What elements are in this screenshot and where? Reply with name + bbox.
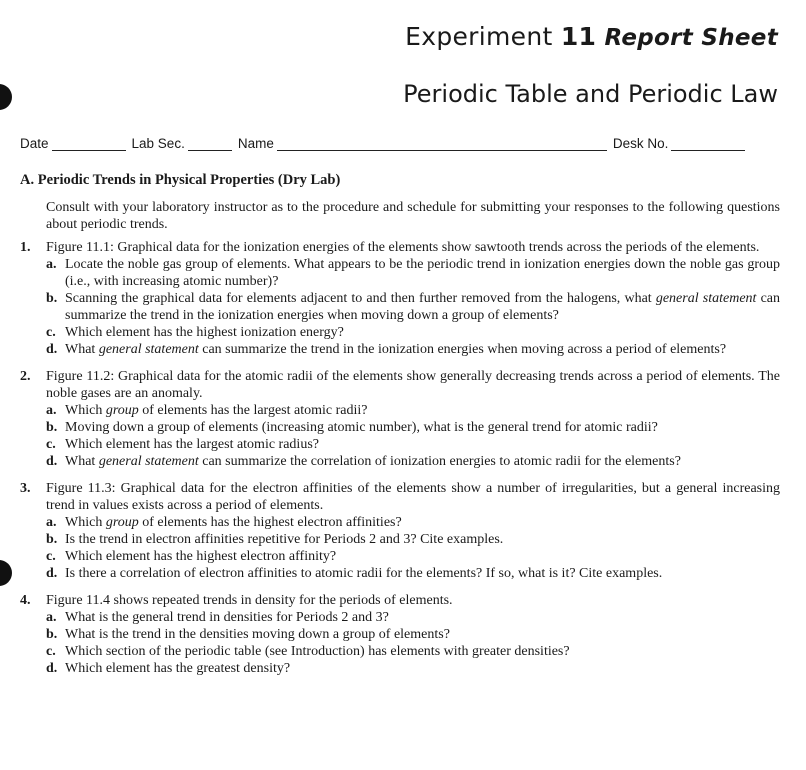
sub-question-text: Is there a correlation of electron affinities to atomic radii for the elements? If so, what is it? Cite examples. xyxy=(65,566,663,581)
text-segment: of elements has the highest electron affinities? xyxy=(138,515,402,530)
sub-question-letter: b. xyxy=(46,627,58,642)
sub-question-text: Locate the noble gas group of elements. What appears to be the periodic trend in ionization energies down the noble gas group (i.e., with increasing atomic number)? xyxy=(65,257,780,289)
emphasized-term: general statement xyxy=(655,291,757,306)
binder-hole xyxy=(0,84,12,110)
section-intro: Consult with your laboratory instructor as to the procedure and schedule for submitting your responses to the following questions about periodic trends. xyxy=(46,200,780,232)
text-segment: Which xyxy=(65,515,106,530)
question-stem: Figure 11.3: Graphical data for the electron affinities of the elements show a number of irregularities, but a general increasing trend in values exists across a period of elements. xyxy=(46,481,780,513)
sub-question xyxy=(46,290,780,324)
sub-question-text: Moving down a group of elements (increasing atomic number), what is the general trend for atomic radii? xyxy=(65,420,658,435)
sub-question-letter: d. xyxy=(46,566,58,581)
experiment-word: Experiment xyxy=(405,22,553,51)
sub-question-letter: a. xyxy=(46,515,57,530)
date-label: Date xyxy=(20,136,49,151)
sub-question-text: What is the general trend in densities for Periods 2 and 3? xyxy=(65,610,389,625)
sub-question xyxy=(46,402,780,419)
desk-no-field[interactable] xyxy=(671,138,745,151)
sub-question-text: Which element has the highest electron affinity? xyxy=(65,549,337,564)
sub-question xyxy=(46,324,780,341)
section-heading: A. Periodic Trends in Physical Properties (Dry Lab) xyxy=(20,172,341,188)
text-segment: What xyxy=(65,454,99,469)
sub-question xyxy=(46,256,780,290)
question-list xyxy=(20,239,780,677)
emphasized-term: general statement xyxy=(98,342,199,357)
emphasized-term: group xyxy=(105,515,139,530)
sub-question-letter: c. xyxy=(46,549,56,564)
text-segment: can summarize the trend in the ionization energies when moving down a group of elements? xyxy=(65,291,781,323)
sub-question-letter: b. xyxy=(46,532,58,547)
sub-question xyxy=(46,514,780,531)
sub-question-text xyxy=(65,290,780,324)
text-segment: of elements has the largest atomic radii? xyxy=(138,403,368,418)
student-info-row xyxy=(20,136,778,151)
question-stem: Figure 11.1: Graphical data for the ionization energies of the elements show sawtooth trends across the periods of the elements. xyxy=(46,240,760,255)
sub-question-letter: d. xyxy=(46,342,58,357)
question-number: 4. xyxy=(20,593,31,608)
sub-question-letter: b. xyxy=(46,420,58,435)
sub-question-letter: a. xyxy=(46,610,57,625)
text-segment: Scanning the graphical data for elements adjacent to and then further removed from the halogens, what xyxy=(65,291,656,306)
sub-question-text xyxy=(65,514,780,531)
binder-hole xyxy=(0,560,12,586)
sub-question xyxy=(46,548,780,565)
sub-question-text xyxy=(65,341,780,358)
sub-question xyxy=(46,643,780,660)
page-subtitle: Periodic Table and Periodic Law xyxy=(403,80,778,108)
text-segment: can summarize the correlation of ionization energies to atomic radii for the elements? xyxy=(198,454,681,469)
report-sheet-label: Report Sheet xyxy=(604,25,778,51)
sub-question-letter: c. xyxy=(46,325,56,340)
report-content xyxy=(20,172,780,687)
sub-question xyxy=(46,565,780,582)
sub-question xyxy=(46,341,780,358)
question-4 xyxy=(20,592,780,677)
sub-question-letter: b. xyxy=(46,291,58,306)
sub-question xyxy=(46,419,780,436)
question-stem: Figure 11.4 shows repeated trends in density for the periods of elements. xyxy=(46,593,453,608)
sub-question xyxy=(46,436,780,453)
experiment-number: 11 xyxy=(560,22,597,51)
lab-sec-label: Lab Sec. xyxy=(131,136,185,151)
text-segment: Which xyxy=(65,403,106,418)
date-field[interactable] xyxy=(52,138,126,151)
question-number: 2. xyxy=(20,369,31,384)
sub-question-text: What is the trend in the densities moving down a group of elements? xyxy=(65,627,450,642)
sub-question-text: Which section of the periodic table (see Introduction) has elements with greater densities? xyxy=(65,644,570,659)
question-3 xyxy=(20,480,780,582)
question-body xyxy=(46,239,780,358)
desk-no-label: Desk No. xyxy=(612,136,669,151)
sub-question-letter: c. xyxy=(46,437,56,452)
sub-question-text xyxy=(65,453,780,470)
sub-question-text: Is the trend in electron affinities repetitive for Periods 2 and 3? Cite examples. xyxy=(65,532,504,547)
text-segment: What xyxy=(65,342,99,357)
question-1 xyxy=(20,239,780,358)
sub-question xyxy=(46,453,780,470)
question-number: 3. xyxy=(20,481,31,496)
sub-question xyxy=(46,660,780,677)
sub-question xyxy=(46,531,780,548)
emphasized-term: group xyxy=(105,403,139,418)
sub-question-letter: a. xyxy=(46,403,57,418)
sub-question-text: Which element has the greatest density? xyxy=(65,661,291,676)
question-number: 1. xyxy=(20,240,31,255)
sub-question-letter: d. xyxy=(46,661,58,676)
sub-question-text: Which element has the highest ionization energy? xyxy=(65,325,344,340)
emphasized-term: general statement xyxy=(98,454,199,469)
name-label: Name xyxy=(237,136,274,151)
question-stem: Figure 11.2: Graphical data for the atomic radii of the elements show generally decreasing trends across a period of elements. The noble gases are an anomaly. xyxy=(46,369,780,401)
question-body xyxy=(46,368,780,470)
name-field[interactable] xyxy=(277,138,607,151)
sub-question-letter: a. xyxy=(46,257,57,272)
sub-question xyxy=(46,609,780,626)
question-2 xyxy=(20,368,780,470)
report-title xyxy=(405,22,778,51)
sub-question xyxy=(46,626,780,643)
sub-question-letter: d. xyxy=(46,454,58,469)
sub-question-letter: c. xyxy=(46,644,56,659)
lab-sec-field[interactable] xyxy=(188,138,232,151)
sub-question-text xyxy=(65,402,780,419)
question-body xyxy=(46,592,780,677)
text-segment: can summarize the trend in the ionization energies when moving across a period of elements? xyxy=(198,342,727,357)
question-body xyxy=(46,480,780,582)
sub-question-text: Which element has the largest atomic radius? xyxy=(65,437,319,452)
